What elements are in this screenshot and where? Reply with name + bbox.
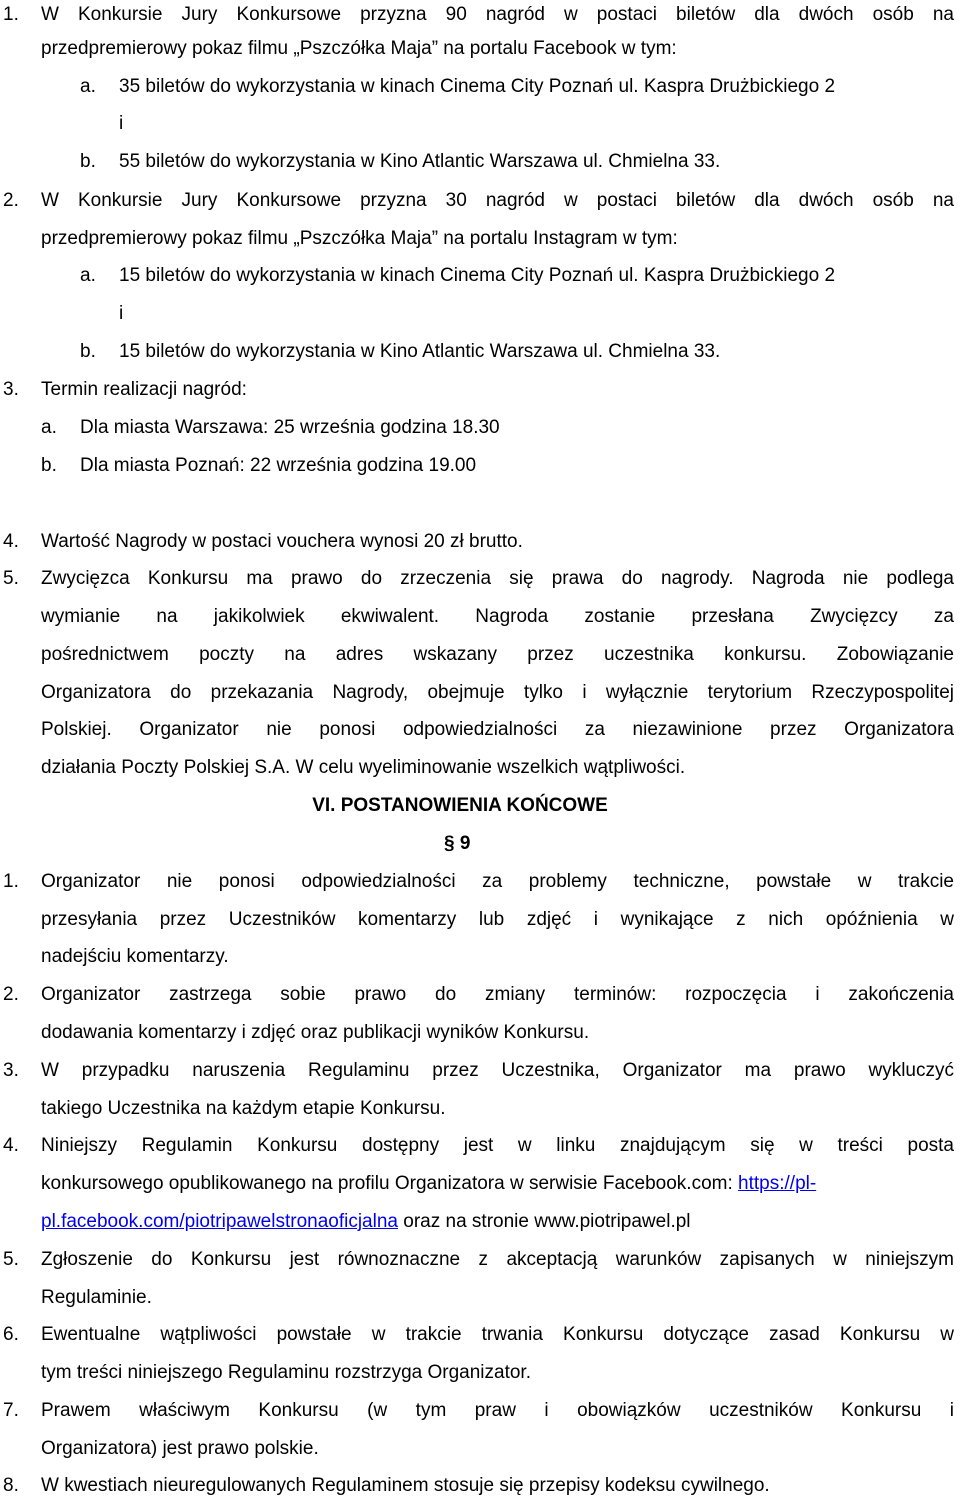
list-text: Prawem właściwym Konkursu (w tym praw i obowiązków uczestników Konkursu i [41, 1400, 954, 1421]
list-text: W Konkursie Jury Konkursowe przyzna 90 nagród w postaci biletów dla dwóch osób na [41, 4, 954, 25]
list-item [0, 564, 960, 594]
list-number: 5. [3, 568, 19, 589]
list-text: Zwycięzca Konkursu ma prawo do zrzeczenia się prawa do nagrody. Nagroda nie podlega [41, 568, 954, 589]
list-text: tym treści niniejszego Regulaminu rozstrzyga Organizator. [41, 1362, 531, 1383]
list-number: 3. [3, 1060, 19, 1081]
list-number: 4. [3, 1135, 19, 1156]
list-item-continuation [0, 753, 960, 783]
sub-list-text: 15 biletów do wykorzystania w Kino Atlantic Warszawa ul. Chmielna 33. [119, 341, 721, 362]
paragraph-marker [0, 829, 960, 859]
list-item-continuation [0, 942, 960, 972]
list-item-continuation [0, 678, 960, 708]
sub-list-item-continuation [0, 109, 960, 139]
sub-list-text: Dla miasta Poznań: 22 września godzina 19.00 [80, 455, 477, 476]
list-item-continuation [0, 602, 960, 632]
sub-list-mark: a. [80, 76, 96, 97]
list-item [0, 1396, 960, 1426]
list-text: takiego Uczestnika na każdym etapie Konkursu. [41, 1098, 446, 1119]
sub-list-text: i [119, 113, 124, 134]
list-item-continuation [0, 1283, 960, 1313]
list-text: przesyłania przez Uczestników komentarzy lub zdjęć i wynikające z nich opóźnienia w [41, 909, 954, 930]
list-text: działania Poczty Polskiej S.A. W celu wyeliminowanie wszelkich wątpliwości. [41, 757, 686, 778]
list-text: Organizatora do przekazania Nagrody, obejmuje tylko i wyłącznie terytorium Rzeczypospolitej [41, 682, 954, 703]
list-text: Wartość Nagrody w postaci vouchera wynosi 20 zł brutto. [41, 531, 523, 552]
list-text: Zgłoszenie do Konkursu jest równoznaczne z akceptacją warunków zapisanych w niniejszym [41, 1249, 954, 1270]
list-text: W przypadku naruszenia Regulaminu przez Uczestnika, Organizator ma prawo wykluczyć [41, 1060, 954, 1081]
list-text-plain: konkursowego opublikowanego na profilu Organizatora w serwisie Facebook.com: [41, 1173, 739, 1194]
list-item [0, 375, 960, 405]
paragraph-number: § 9 [444, 833, 471, 854]
list-item-continuation [0, 1169, 960, 1199]
facebook-link[interactable]: https://pl- [738, 1173, 817, 1194]
list-text: nadejściu komentarzy. [41, 946, 229, 967]
sub-list-mark: a. [80, 265, 96, 286]
list-number: 2. [3, 190, 19, 211]
list-item [0, 1245, 960, 1275]
list-text: Regulaminie. [41, 1287, 152, 1308]
sub-list-item [0, 147, 960, 177]
list-number: 3. [3, 379, 19, 400]
list-text: dodawania komentarzy i zdjęć oraz publikacji wyników Konkursu. [41, 1022, 590, 1043]
list-item-continuation [0, 1434, 960, 1464]
list-item [0, 980, 960, 1010]
sub-list-text: i [119, 303, 124, 324]
list-item [0, 867, 960, 897]
list-text: pośrednictwem poczty na adres wskazany przez uczestnika konkursu. Zobowiązanie [41, 644, 954, 665]
list-item [0, 1056, 960, 1086]
list-item-continuation [0, 1094, 960, 1124]
list-text: Organizator zastrzega sobie prawo do zmiany terminów: rozpoczęcia i zakończenia [41, 984, 954, 1005]
list-item [0, 1131, 960, 1161]
sub-list-item-continuation [0, 299, 960, 329]
list-number: 8. [3, 1475, 19, 1496]
facebook-link-continued[interactable]: pl.facebook.com/piotripawelstronaoficjalna [41, 1211, 398, 1232]
sub-list-mark: b. [41, 455, 57, 476]
sub-list-mark: b. [80, 151, 96, 172]
sub-list-text: Dla miasta Warszawa: 25 września godzina 18.30 [80, 417, 500, 438]
sub-list-mark: a. [41, 417, 57, 438]
list-text: przedpremierowy pokaz filmu „Pszczółka Maja” na portalu Facebook w tym: [41, 38, 677, 59]
list-number: 1. [3, 4, 19, 25]
list-number: 5. [3, 1249, 19, 1270]
list-item-continuation [0, 224, 960, 254]
sub-list-item [0, 337, 960, 367]
sub-list-mark: b. [80, 341, 96, 362]
list-text: Organizator nie ponosi odpowiedzialności za problemy techniczne, powstałe w trakcie [41, 871, 954, 892]
list-item-continuation [0, 715, 960, 745]
sub-list-item [0, 451, 960, 481]
sub-list-item [0, 413, 960, 443]
list-text: wymianie na jakikolwiek ekwiwalent. Nagroda zostanie przesłana Zwycięzcy za [41, 606, 954, 627]
sub-list-item [0, 72, 960, 102]
list-number: 7. [3, 1400, 19, 1421]
list-text: W Konkursie Jury Konkursowe przyzna 30 nagród w postaci biletów dla dwóch osób na [41, 190, 954, 211]
list-text: Organizatora) jest prawo polskie. [41, 1438, 319, 1459]
list-text: Termin realizacji nagród: [41, 379, 247, 400]
list-text: Ewentualne wątpliwości powstałe w trakcie trwania Konkursu dotyczące zasad Konkursu w [41, 1324, 954, 1345]
list-text [41, 1169, 954, 1199]
sub-list-text: 35 biletów do wykorzystania w kinach Cinema City Poznań ul. Kaspra Drużbickiego 2 [119, 76, 836, 97]
list-item [0, 1320, 960, 1350]
list-item [0, 1471, 960, 1501]
list-number: 4. [3, 531, 19, 552]
list-item-continuation [0, 1018, 960, 1048]
list-text: przedpremierowy pokaz filmu „Pszczółka Maja” na portalu Instagram w tym: [41, 228, 678, 249]
list-text [41, 1207, 954, 1237]
list-number: 1. [3, 871, 19, 892]
sub-list-text: 55 biletów do wykorzystania w Kino Atlantic Warszawa ul. Chmielna 33. [119, 151, 721, 172]
list-item [0, 186, 960, 216]
sub-list-text: 15 biletów do wykorzystania w kinach Cinema City Poznań ul. Kaspra Drużbickiego 2 [119, 265, 836, 286]
list-text: W kwestiach nieuregulowanych Regulaminem stosuje się przepisy kodeksu cywilnego. [41, 1475, 770, 1496]
list-number: 2. [3, 984, 19, 1005]
section-title: VI. POSTANOWIENIA KOŃCOWE [312, 795, 608, 816]
list-item [0, 527, 960, 557]
list-item-continuation [0, 905, 960, 935]
list-item-continuation [0, 1358, 960, 1388]
list-text: Niniejszy Regulamin Konkursu dostępny jest w linku znajdującym się w treści posta [41, 1135, 954, 1156]
sub-list-item [0, 261, 960, 291]
list-item-continuation [0, 1207, 960, 1237]
list-text: Polskiej. Organizator nie ponosi odpowiedzialności za niezawinione przez Organizatora [41, 719, 954, 740]
section-heading [0, 791, 960, 821]
list-item [0, 0, 960, 30]
list-text-plain: oraz na stronie www.piotripawel.pl [397, 1211, 691, 1232]
list-item-continuation [0, 34, 960, 64]
list-number: 6. [3, 1324, 19, 1345]
list-item-continuation [0, 640, 960, 670]
